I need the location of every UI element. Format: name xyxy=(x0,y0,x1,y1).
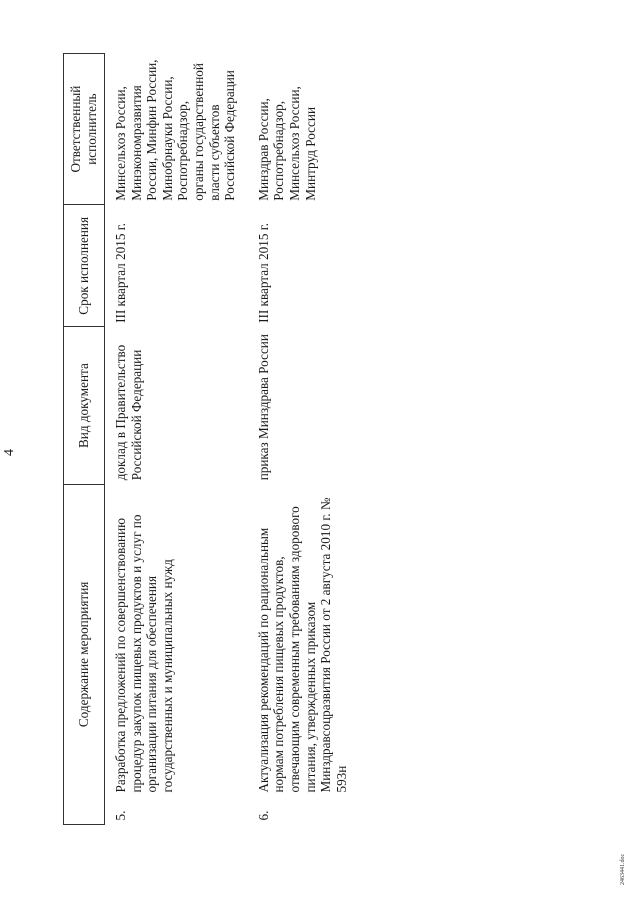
row-content-cell xyxy=(105,484,248,824)
row-doc-type: доклад в Правительство Российской Федерации xyxy=(113,344,144,481)
table-row xyxy=(105,54,248,825)
row-content: Разработка предложений по совершенствованию процедур закупок пищевых продуктов и услуг по организации питания для обеспечения государственных и муниципальных нужд xyxy=(113,514,175,793)
row-content-cell xyxy=(248,484,360,824)
table-row xyxy=(248,54,360,825)
row-term: III квартал 2015 г. xyxy=(255,223,271,323)
header-executor: Ответственный исполнитель xyxy=(64,54,105,205)
row-content: Актуализация рекомендаций по рациональным нормам потребления пищевых продуктов, отвечающим современным требованиям здорового питания, утвержденных приказом Минздравсоцразвития России от 2 августа 2010 г. № 593н xyxy=(255,497,349,793)
header-doc-type: Вид документа xyxy=(64,327,105,484)
header-content: Содержание мероприятия xyxy=(64,484,105,824)
row-executor: Минздрав России, Роспотребнадзор, Минсельхоз России, Минтруд России xyxy=(255,86,318,201)
table-header-row xyxy=(64,54,105,825)
row-number: 6. xyxy=(255,810,271,821)
row-number: 5. xyxy=(113,810,128,821)
row-term: III квартал 2015 г. xyxy=(113,223,128,323)
document-file-id: 2463441.doc xyxy=(620,853,626,885)
row-executor: Минсельхоз России, Минэкономразвития России, Минфин России, Минобрнауки России, Роспотребнадзор, органы государственной власти субъектов Российской Федерации xyxy=(113,59,238,201)
header-term: Срок исполнения xyxy=(64,205,105,327)
row-doc-type: приказ Минздрава России xyxy=(255,334,271,481)
measures-table xyxy=(63,53,359,825)
page-number: 4 xyxy=(2,449,17,456)
